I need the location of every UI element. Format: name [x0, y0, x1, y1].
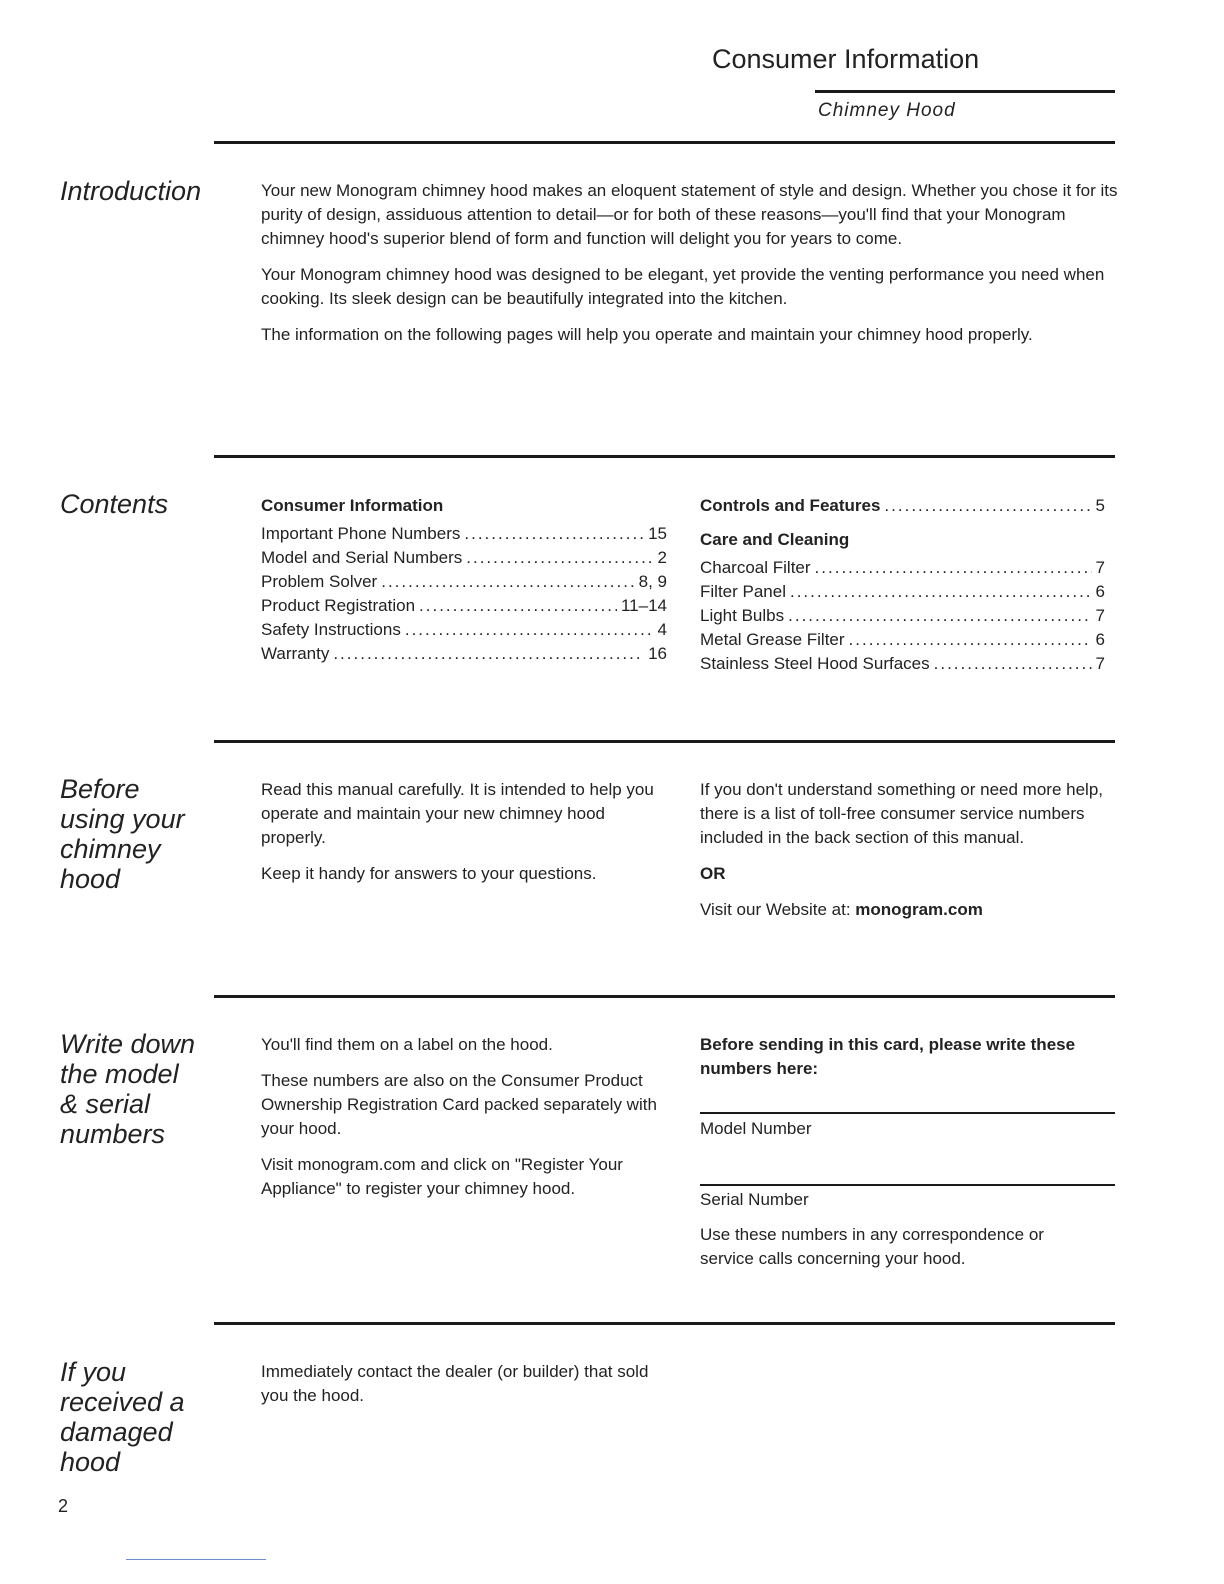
toc-entry[interactable] [261, 642, 667, 666]
model-number-field[interactable] [700, 1112, 1115, 1114]
help-paragraph: If you don't understand something or need more help, there is a list of toll-free consumer service numbers included in the back section of this manual. [700, 780, 1104, 847]
toc-label: Important Phone Numbers [261, 524, 461, 543]
toc-leader [405, 618, 654, 642]
toc-entry[interactable] [700, 580, 1105, 604]
contents-right-column [700, 494, 1105, 676]
toc-entry[interactable] [261, 522, 667, 546]
toc-entry-controls[interactable] [700, 494, 1105, 518]
section-divider [214, 1322, 1115, 1325]
toc-page: 7 [1095, 654, 1105, 673]
page-number: 2 [58, 1496, 69, 1516]
toc-leader [934, 652, 1092, 676]
toc-page: 16 [648, 644, 667, 663]
toc-leader [466, 546, 653, 570]
toc-page: 6 [1095, 630, 1105, 649]
contents-title: Contents [60, 489, 169, 519]
toc-page: 8, 9 [638, 572, 667, 591]
toc-leader [788, 604, 1091, 628]
toc-leader [849, 628, 1092, 652]
damaged-hood-title: If you received a damaged hood [60, 1357, 185, 1477]
section-divider [214, 141, 1115, 144]
toc-entry[interactable] [700, 556, 1105, 580]
toc-page: 11–14 [620, 596, 667, 615]
intro-paragraph: Your new Monogram chimney hood makes an eloquent statement of style and design. Whether you chose it for its purity of design, assiduous attention to detail—or for both of these reasons—you'll find that your Monogram chimney hood's superior blend of form and function will delight you for years to come. [261, 181, 1118, 248]
toc-label: Safety Instructions [261, 620, 401, 639]
toc-page: 7 [1095, 606, 1105, 625]
section-divider [214, 740, 1115, 743]
toc-page: 5 [1095, 496, 1105, 515]
header-rule [815, 90, 1115, 93]
toc-entry[interactable] [700, 604, 1105, 628]
page-header-subtitle: Chimney Hood [818, 100, 956, 121]
toc-entry[interactable] [261, 594, 667, 618]
toc-page: 2 [657, 548, 667, 567]
write-down-instruction: Before sending in this card, please write these numbers here: [700, 1035, 1076, 1078]
contents-left-column [261, 494, 667, 666]
correspondence-note: Use these numbers in any correspondence or service calls concerning your hood. [700, 1225, 1044, 1268]
toc-leader [381, 570, 634, 594]
care-cleaning-heading: Care and Cleaning [700, 530, 850, 549]
toc-page: 7 [1095, 558, 1105, 577]
toc-page: 15 [648, 524, 667, 543]
toc-leader [419, 594, 617, 618]
toc-leader [464, 522, 644, 546]
damaged-hood-text: Immediately contact the dealer (or builder) that sold you the hood. [261, 1362, 649, 1405]
toc-leader [884, 494, 1091, 518]
section-divider [214, 455, 1115, 458]
before-using-paragraph: Keep it handy for answers to your questions. [261, 864, 597, 883]
toc-entry[interactable] [261, 546, 667, 570]
write-down-paragraph: You'll find them on a label on the hood. [261, 1035, 553, 1054]
before-using-left [261, 778, 661, 898]
toc-label: Metal Grease Filter [700, 630, 845, 649]
serial-number-label: Serial Number [700, 1190, 809, 1209]
toc-leader [333, 642, 644, 666]
toc-label: Light Bulbs [700, 606, 785, 625]
toc-label: Filter Panel [700, 582, 786, 601]
before-using-right [700, 778, 1112, 934]
toc-entry[interactable] [700, 628, 1105, 652]
contents-left-heading: Consumer Information [261, 496, 444, 515]
toc-label: Warranty [261, 644, 330, 663]
serial-number-field[interactable] [700, 1184, 1115, 1186]
toc-page: 6 [1095, 582, 1105, 601]
website-link[interactable]: monogram.com [855, 900, 983, 919]
introduction-body [261, 179, 1119, 359]
footer-accent-line [126, 1559, 266, 1560]
write-down-left [261, 1033, 673, 1213]
intro-paragraph: The information on the following pages will help you operate and maintain your chimney hood properly. [261, 325, 1033, 344]
write-down-title: Write down the model & serial numbers [60, 1029, 196, 1149]
toc-leader [790, 580, 1092, 604]
write-down-paragraph: These numbers are also on the Consumer Product Ownership Registration Card packed separately with your hood. [261, 1071, 657, 1138]
toc-label: Product Registration [261, 596, 416, 615]
toc-label: Charcoal Filter [700, 558, 811, 577]
toc-page: 4 [657, 620, 667, 639]
toc-label: Problem Solver [261, 572, 378, 591]
website-line [700, 898, 1112, 922]
before-using-title: Before using your chimney hood [60, 774, 185, 894]
website-prefix: Visit our Website at: [700, 900, 851, 919]
write-down-paragraph: Visit monogram.com and click on "Register Your Appliance" to register your chimney hood. [261, 1155, 623, 1198]
page-header-title: Consumer Information [712, 44, 980, 74]
introduction-title: Introduction [60, 176, 202, 206]
before-using-paragraph: Read this manual carefully. It is intended to help you operate and maintain your new chimney hood properly. [261, 780, 654, 847]
toc-entry[interactable] [261, 570, 667, 594]
toc-label: Model and Serial Numbers [261, 548, 463, 567]
toc-entry[interactable] [261, 618, 667, 642]
toc-entry[interactable] [700, 652, 1105, 676]
intro-paragraph: Your Monogram chimney hood was designed to be elegant, yet provide the venting performance you need when cooking. Its sleek design can be beautifully integrated into the kitchen. [261, 265, 1105, 308]
toc-label: Controls and Features [700, 496, 881, 515]
model-number-label: Model Number [700, 1119, 812, 1138]
toc-leader [815, 556, 1092, 580]
toc-label: Stainless Steel Hood Surfaces [700, 654, 930, 673]
or-label: OR [700, 864, 726, 883]
section-divider [214, 995, 1115, 998]
